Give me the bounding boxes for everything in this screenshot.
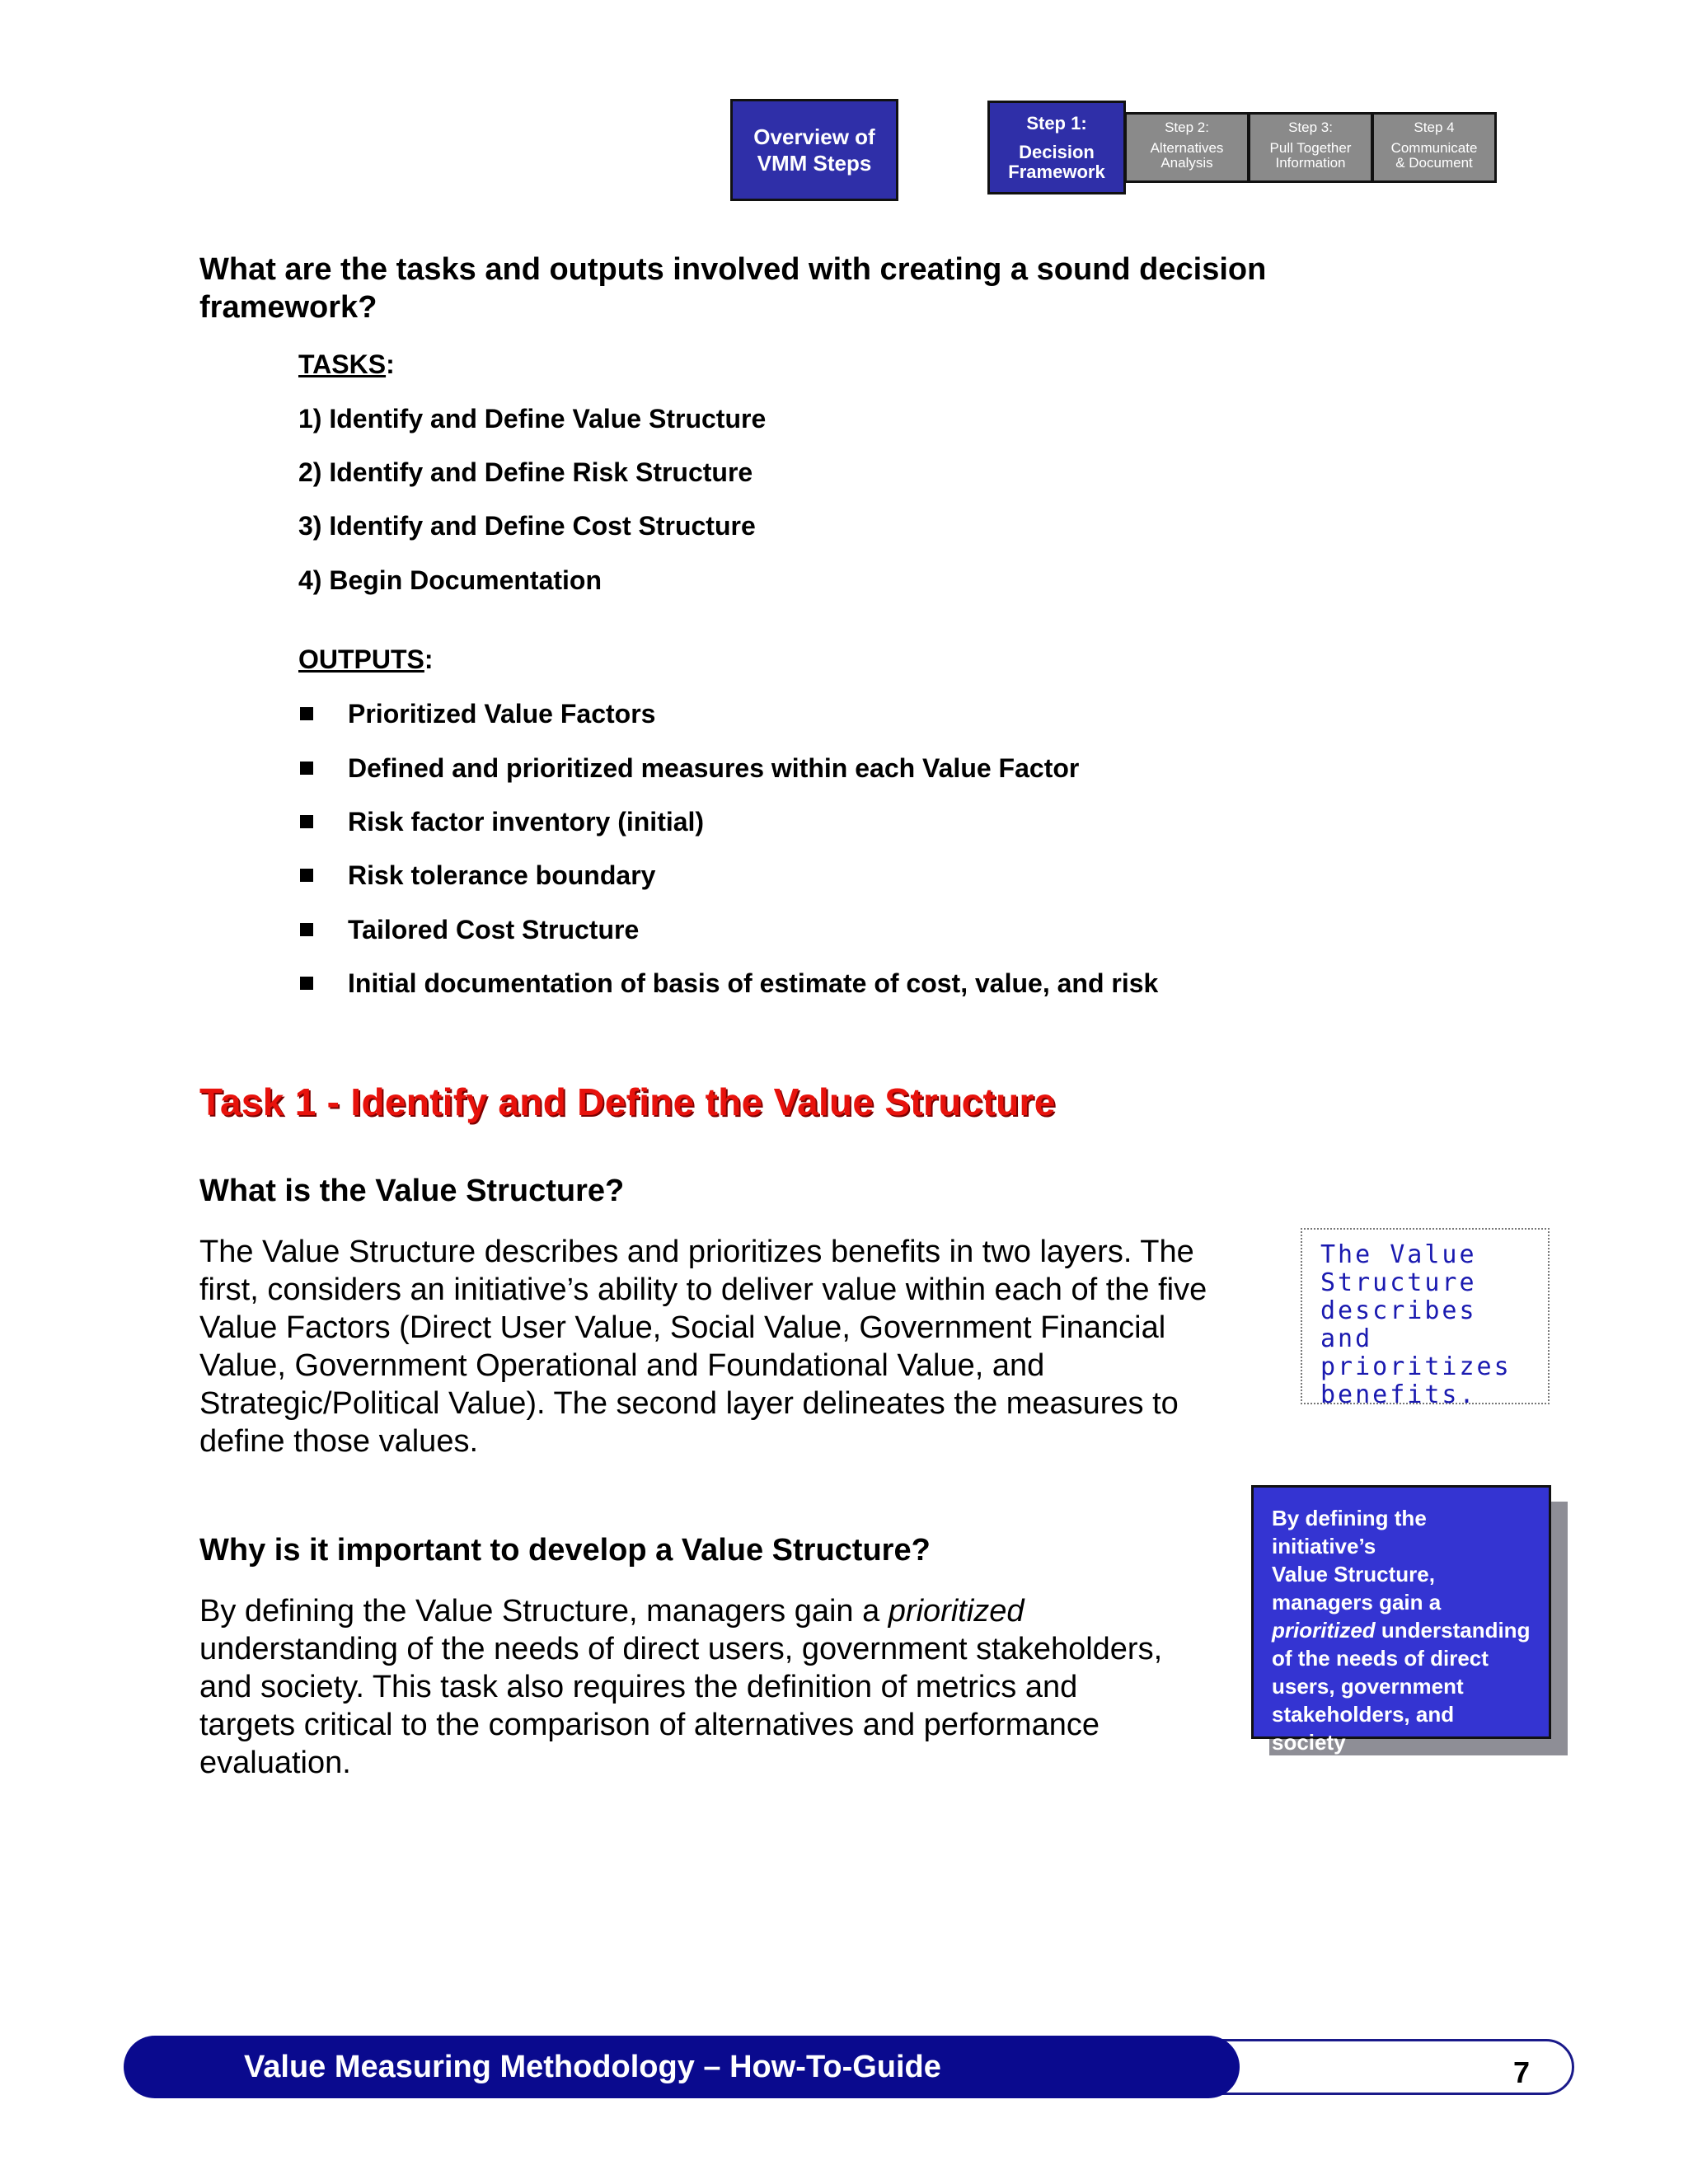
step-4-communicate-document-tab[interactable] <box>1372 112 1497 183</box>
value-structure-callout: The Value Structure describes and prioritizes benefits. <box>1301 1228 1550 1404</box>
value-structure-question: What is the Value Structure? <box>199 1174 625 1208</box>
square-bullet-icon <box>300 707 313 720</box>
step-number: Step 1: <box>1026 113 1087 134</box>
step-number: Step 3: <box>1288 120 1333 135</box>
task-1-heading: Task 1 - Identify and Define the Value Structure <box>199 1080 1056 1123</box>
para-line: evaluation. <box>199 1746 351 1780</box>
output-item: Tailored Cost Structure <box>348 915 639 945</box>
para-line: Strategic/Political Value). The second layer delineates the measures to <box>199 1386 1179 1421</box>
para-line: targets critical to the comparison of alternatives and performance <box>199 1708 1100 1742</box>
question-line-1: What are the tasks and outputs involved with creating a sound decision <box>199 252 1267 287</box>
para-line: first, considers an initiative’s ability to deliver value within each of the five <box>199 1272 1207 1307</box>
step-label: Communicate & Document <box>1390 140 1478 171</box>
square-bullet-icon <box>300 923 313 936</box>
square-bullet-icon <box>300 869 313 882</box>
step-3-pull-together-information-tab[interactable] <box>1248 112 1373 183</box>
outputs-label: OUTPUTS: <box>298 644 434 674</box>
para-line: Value Factors (Direct User Value, Social Value, Government Financial <box>199 1310 1166 1345</box>
output-item: Defined and prioritized measures within each Value Factor <box>348 753 1079 784</box>
task-item: 1) Identify and Define Value Structure <box>298 404 767 434</box>
para-line: By defining the Value Structure, managers gain a prioritized <box>199 1594 1025 1629</box>
square-bullet-icon <box>300 977 313 990</box>
prioritized-understanding-callout: By defining the initiative’s Value Structure, managers gain a prioritized understanding of the needs of direct users, government stakeholders, and society <box>1251 1485 1551 1739</box>
task-item: 2) Identify and Define Risk Structure <box>298 457 753 487</box>
para-line: understanding of the needs of direct users, government stakeholders, <box>199 1632 1163 1666</box>
question-line-2: framework? <box>199 290 377 325</box>
step-1-decision-framework-tab[interactable] <box>987 101 1126 194</box>
task-item: 3) Identify and Define Cost Structure <box>298 511 756 541</box>
para-line: The Value Structure describes and prioritizes benefits in two layers. The <box>199 1235 1194 1269</box>
para-line: and society. This task also requires the definition of metrics and <box>199 1670 1078 1704</box>
square-bullet-icon <box>300 762 313 775</box>
step-label: Alternatives Analysis <box>1150 140 1224 171</box>
step-number: Step 2: <box>1165 120 1209 135</box>
page-number: 7 <box>1513 2055 1531 2089</box>
step-label: Pull Together Information <box>1269 140 1352 171</box>
step-2-alternatives-analysis-tab[interactable] <box>1124 112 1250 183</box>
tasks-label: TASKS: <box>298 349 395 379</box>
para-line: define those values. <box>199 1424 479 1459</box>
footer-title: Value Measuring Methodology – How-To-Guide <box>244 2050 941 2084</box>
intro-question <box>199 251 1266 326</box>
para-line: Value, Government Operational and Foundational Value, and <box>199 1348 1045 1383</box>
output-item: Risk tolerance boundary <box>348 860 655 891</box>
output-item: Initial documentation of basis of estimate of cost, value, and risk <box>348 968 1158 999</box>
square-bullet-icon <box>300 815 313 828</box>
step-label: Decision Framework <box>1008 142 1105 182</box>
overview-label: Overview of VMM Steps <box>753 124 875 176</box>
task-item: 4) Begin Documentation <box>298 565 603 595</box>
output-item: Prioritized Value Factors <box>348 699 655 729</box>
importance-paragraph <box>199 1592 1238 1782</box>
overview-vmm-steps-button[interactable] <box>730 99 898 201</box>
footer-title-bar <box>124 2036 1240 2098</box>
importance-question: Why is it important to develop a Value Structure? <box>199 1533 931 1568</box>
step-number: Step 4 <box>1414 120 1455 135</box>
output-item: Risk factor inventory (initial) <box>348 807 704 837</box>
value-structure-paragraph <box>199 1233 1271 1460</box>
